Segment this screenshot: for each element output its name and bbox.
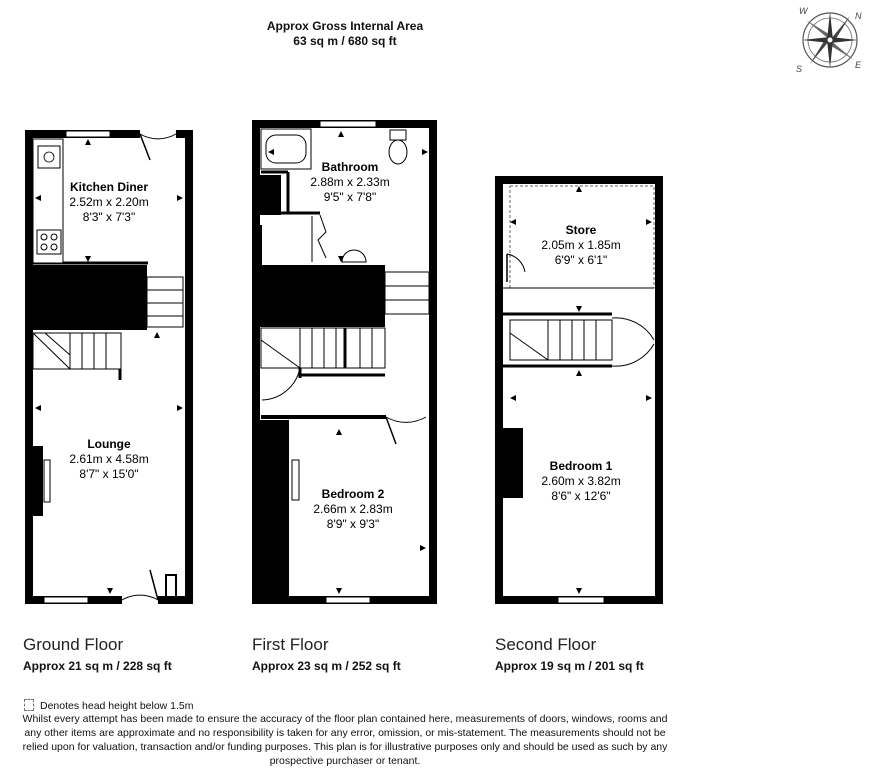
second-floor-title: Second Floor — [495, 635, 597, 654]
room-lounge-metric: 2.61m x 4.58m — [69, 452, 149, 466]
room-kitchen-imperial: 8'3" x 7'3" — [82, 210, 136, 224]
room-bedroom2-imperial: 8'9" x 9'3" — [326, 517, 380, 531]
room-lounge-imperial: 8'7" x 15'0" — [79, 467, 139, 481]
first-floor-area: Approx 23 sq m / 252 sq ft — [252, 659, 401, 673]
room-bedroom1-name: Bedroom 1 — [549, 459, 613, 473]
room-kitchen-metric: 2.52m x 2.20m — [69, 195, 149, 209]
disclaimer-line-1: Whilst every attempt has been made to ensure the accuracy of the floor plan contained here, measurements of doors, windows, rooms and — [22, 713, 668, 725]
disclaimer-line-3: relied upon for valuation, transaction and/or funding purposes. This plan is for illustrative purposes only and should be used as such by any — [22, 741, 668, 753]
room-lounge-name: Lounge — [87, 437, 131, 451]
head-height-legend-swatch — [24, 699, 34, 711]
first-floor-title: First Floor — [252, 635, 329, 654]
room-bathroom-metric: 2.88m x 2.33m — [310, 175, 390, 189]
gross-area-value: 63 sq m / 680 sq ft — [293, 34, 397, 48]
disclaimer-line-2: any other items are approximate and no responsibility is taken for any error, omission, or mis-statement. The measurements should not be — [24, 727, 666, 739]
disclaimer — [4, 712, 686, 768]
ground-floor-title: Ground Floor — [23, 635, 124, 654]
room-bedroom1-metric: 2.60m x 3.82m — [541, 474, 621, 488]
room-bathroom-name: Bathroom — [321, 160, 379, 174]
room-bedroom2-metric: 2.66m x 2.83m — [313, 502, 393, 516]
disclaimer-line-4: prospective purchaser or tenant. — [269, 755, 421, 767]
gross-area-title: Approx Gross Internal Area — [266, 19, 424, 33]
room-store-imperial: 6'9" x 6'1" — [554, 253, 608, 267]
compass-w: W — [799, 6, 808, 16]
ground-floor-area: Approx 21 sq m / 228 sq ft — [23, 659, 172, 673]
head-height-area — [510, 186, 654, 288]
compass-n: N — [855, 11, 862, 21]
compass-s: S — [796, 64, 803, 74]
room-bedroom1-imperial: 8'6" x 12'6" — [551, 489, 611, 503]
compass-e: E — [855, 60, 862, 70]
room-bedroom2-name: Bedroom 2 — [321, 487, 385, 501]
room-store-name: Store — [565, 223, 597, 237]
room-store-metric: 2.05m x 1.85m — [541, 238, 621, 252]
head-height-legend-text: Denotes head height below 1.5m — [40, 700, 194, 712]
room-kitchen-name: Kitchen Diner — [69, 180, 149, 194]
second-floor-area: Approx 19 sq m / 201 sq ft — [495, 659, 644, 673]
room-bathroom-imperial: 9'5" x 7'8" — [323, 190, 377, 204]
